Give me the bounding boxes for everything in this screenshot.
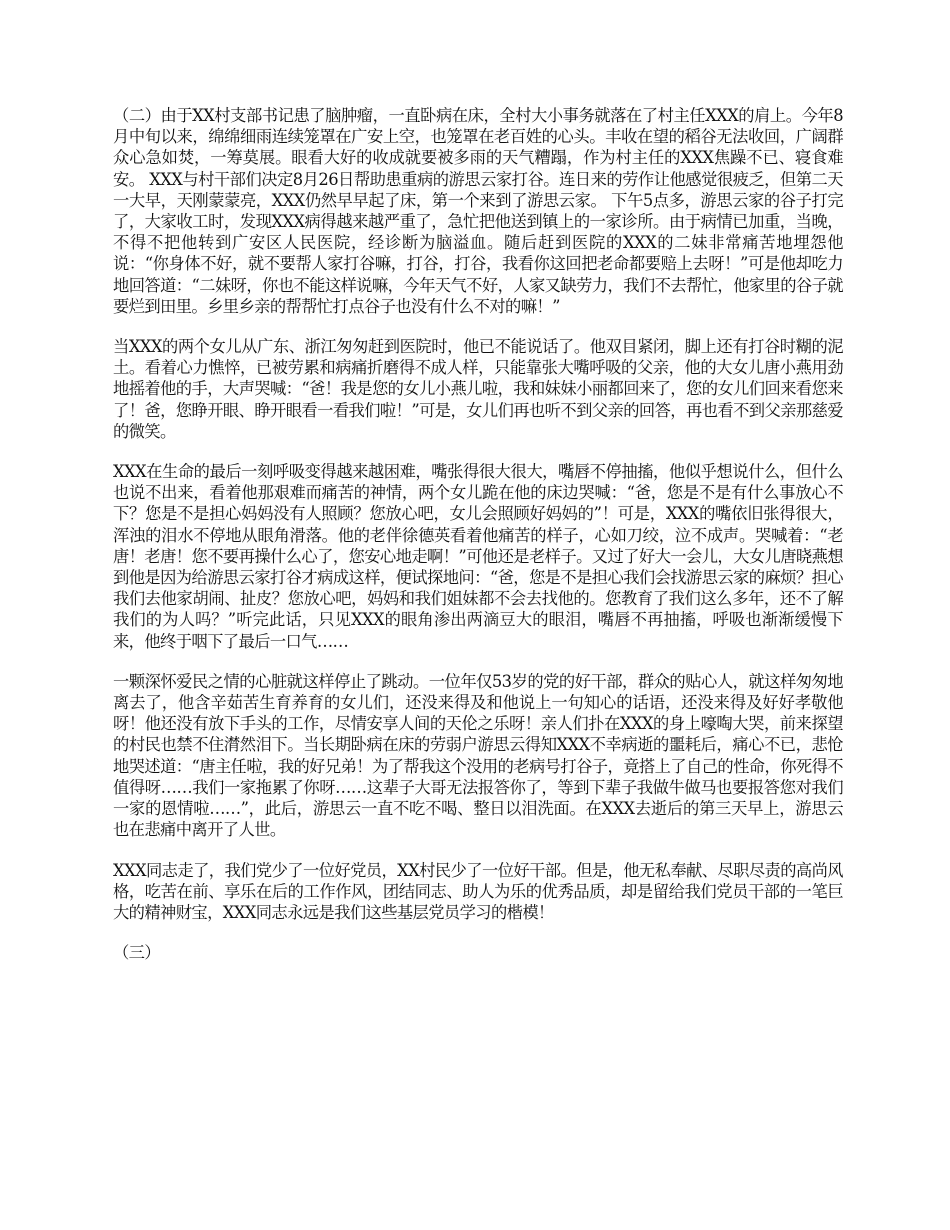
paragraph-2: 当XXX的两个女儿从广东、浙江匆匆赶到医院时，他已不能说话了。他双目紧闭，脚上还有打谷时糊的泥土。看着心力憔悴，已被劳累和病痛折磨得不成人样，只能靠张大嘴呼吸的父亲，他的大女儿唐小燕用劲地摇着他的手，大声哭喊：“爸！我是您的女儿小燕儿啦，我和妹妹小丽都回来了，您的女儿们回来看您来了！爸，您睁开眼、睁开眼看一看我们啦！”可是，女儿们再也听不到父亲的回答，再也看不到父亲那慈爱的微笑。: [113, 337, 843, 441]
paragraph-5: XXX同志走了，我们党少了一位好党员，XX村民少了一位好干部。但是，他无私奉献、尽职尽责的高尚风格，吃苦在前、享乐在后的工作作风，团结同志、助人为乐的优秀品质，却是留给我们党员干部的一笔巨大的精神财宝，XXX同志永远是我们这些基层党员学习的楷模！: [113, 860, 843, 922]
paragraph-4: 一颗深怀爱民之情的心脏就这样停止了跳动。一位年仅53岁的党的好干部，群众的贴心人，就这样匆匆地离去了，他含辛茹苦生育养育的女儿们，还没来得及和他说上一句知心的话语，还没来得及好好孝敬他呀！他还没有放下手头的工作，尽情安享人间的天伦之乐呀！亲人们扑在XXX的身上嚎啕大哭，前来探望的村民也禁不住潸然泪下。当长期卧病在床的劳弱户游思云得知XXX不幸病逝的噩耗后，痛心不已，悲怆地哭述道：“唐主任啦，我的好兄弟！为了帮我这个没用的老病号打谷子，竟搭上了自己的性命，你死得不值得呀……我们一家拖累了你呀……这辈子大哥无法报答你了，等到下辈子我做牛做马也要报答您对我们一家的恩情啦……”，此后，游思云一直不吃不喝、整日以泪洗面。在XXX去逝后的第三天早上，游思云也在悲痛中离开了人世。: [113, 671, 843, 840]
section-heading-3: （三）: [113, 943, 161, 963]
paragraph-1: （二）由于XX村支部书记患了脑肿瘤，一直卧病在床，全村大小事务就落在了村主任XXX的肩上。今年8月中旬以来，绵绵细雨连续笼罩在广安上空，也笼罩在老百姓的心头。丰收在望的稻谷无法收回，广阔群众心急如焚，一筹莫展。眼看大好的收成就要被多雨的天气糟蹋，作为村主任的XXX焦躁不已、寝食难安。 XXX与村干部们决定8月26日帮助患重病的游思云家打谷。连日来的劳作让他感觉很疲乏，但第二天一大早，天刚蒙蒙亮，XXX仍然早早起了床，第一个来到了游思云家。 下午5点多，游思云家的谷子打完了，大家收工时，发现XXX病得越来越严重了，急忙把他送到镇上的一家诊所。由于病情已加重，当晚，不得不把他转到广安区人民医院，经诊断为脑溢血。随后赶到医院的XXX的二妹非常痛苦地埋怨他说：“你身体不好，就不要帮人家打谷嘛，打谷，打谷，我看你这回把老命都要赔上去呀！”可是他却吃力地回答道：“二妹呀，你也不能这样说嘛，今年天气不好，人家又缺劳力，我们不去帮忙，他家里的谷子就要烂到田里。乡里乡亲的帮帮忙打点谷子也没有什么不对的嘛！”: [113, 106, 843, 316]
document-body: [113, 105, 843, 963]
paragraph-3: XXX在生命的最后一刻呼吸变得越来越困难，嘴张得很大很大，嘴唇不停抽搐，他似乎想说什么，但什么也说不出来，看着他那艰难而痛苦的神情，两个女儿跪在他的床边哭喊：“爸，您是不是有什么事放心不下？您是不是担心妈妈没有人照顾？您放心吧，女儿会照顾好妈妈的”！可是，XXX的嘴依旧张得很大，浑浊的泪水不停地从眼角滑落。他的老伴徐德英看着他痛苦的样子，心如刀绞，泣不成声。哭喊着：“老唐！老唐！您不要再操什么心了，您安心地走啊！”可他还是老样子。又过了好大一会儿，大女儿唐晓燕想到他是因为给游思云家打谷才病成这样，便试探地问：“爸，您是不是担心我们会找游思云家的麻烦？担心我们去他家胡闹、扯皮？您放心吧，妈妈和我们姐妹都不会去找他的。您教育了我们这么多年，还不了解我们的为人吗？”听完此话，只见XXX的眼角渗出两滴豆大的眼泪，嘴唇不再抽搐，呼吸也渐渐缓慢下来，他终于咽下了最后一口气……: [113, 462, 843, 651]
